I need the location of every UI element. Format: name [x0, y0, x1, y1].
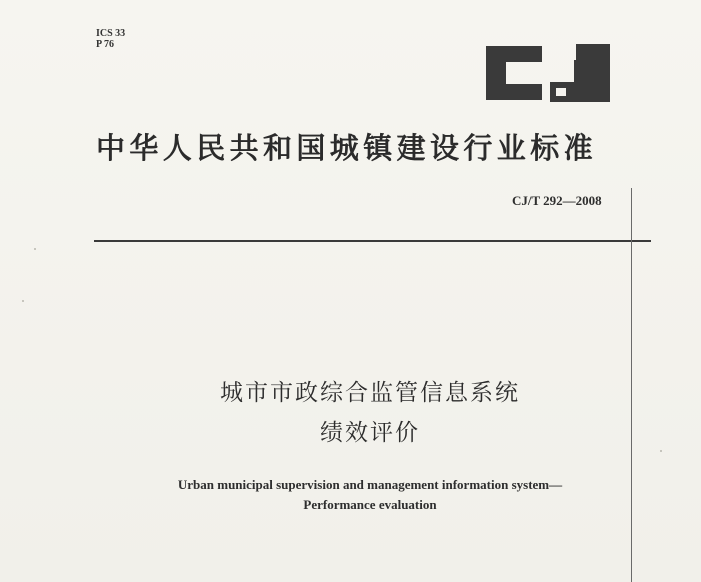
- english-title-line1: Urban municipal supervision and management information system—: [177, 477, 563, 492]
- ics-code: ICS 33: [96, 28, 126, 39]
- scan-edge-line: [631, 188, 632, 582]
- issuing-body-title: 中华人民共和国城镇建设行业标准: [96, 131, 598, 165]
- chinese-title-line1: 城市市政综合监管信息系统: [220, 380, 520, 406]
- scan-speck: [660, 450, 662, 452]
- header-divider: [94, 240, 651, 242]
- english-title-line2: Performance evaluation: [303, 497, 437, 512]
- classification-codes: [96, 28, 125, 50]
- scan-speck: [22, 300, 24, 302]
- scan-speck: [34, 248, 36, 250]
- cj-logo: [480, 40, 614, 106]
- logo-letter-c: [486, 46, 542, 100]
- ccs-code: P 76: [96, 39, 115, 50]
- standard-number: CJ/T 292—2008: [512, 193, 602, 208]
- chinese-title-line2: 绩效评价: [320, 420, 420, 446]
